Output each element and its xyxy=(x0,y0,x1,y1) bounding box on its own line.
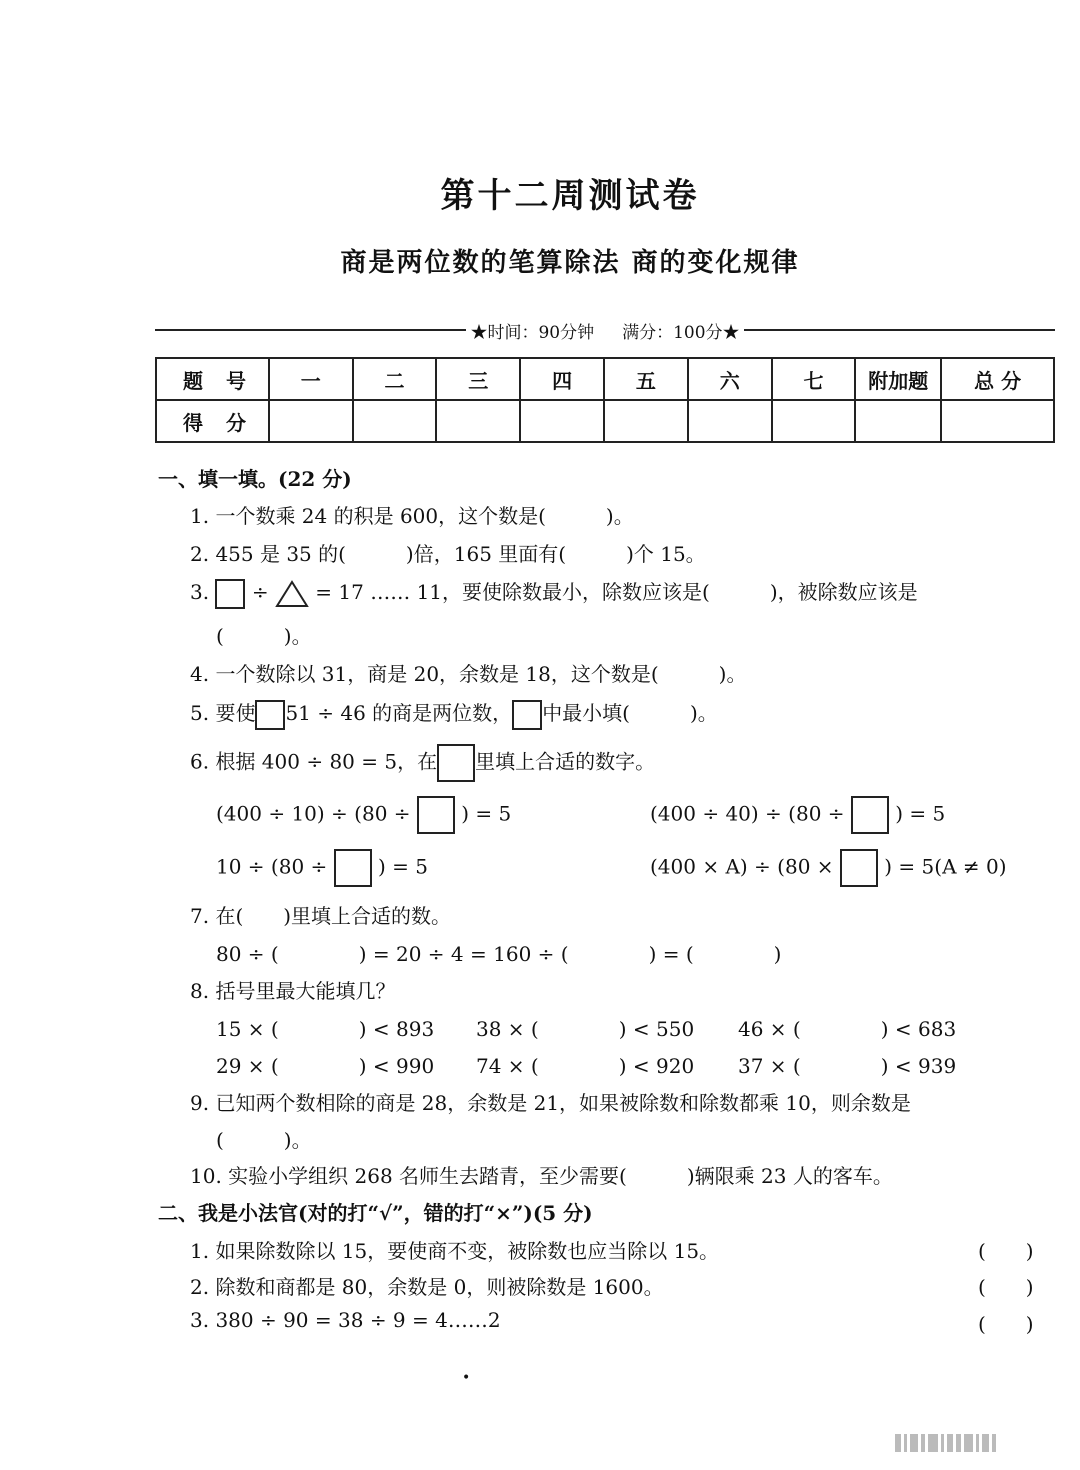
square-box-icon xyxy=(255,700,285,730)
score-value-row xyxy=(156,400,1054,442)
square-box-icon xyxy=(334,849,372,887)
score-cell xyxy=(855,400,941,442)
expr-left: (400 × A) ÷ (80 × xyxy=(650,854,834,879)
score-cell xyxy=(941,400,1054,442)
scan-artifact-bars xyxy=(895,1432,1055,1454)
judge-item: 2. 除数和商都是 80，余数是 0，则被除数是 1600。 xyxy=(190,1275,664,1299)
expr-right: ) = 5 xyxy=(895,801,946,826)
square-box-icon xyxy=(851,796,889,834)
score-cell xyxy=(436,400,520,442)
section-2-heading: 二、我是小法官(对的打“√”，错的打“×”)(5 分) xyxy=(158,1201,593,1225)
question-3-continued: ( )。 xyxy=(216,624,312,648)
question-4: 4. 一个数除以 31，商是 20，余数是 18，这个数是( )。 xyxy=(190,662,747,686)
question-2: 2. 455 是 35 的( )倍，165 里面有( )个 15。 xyxy=(190,542,706,566)
page-subtitle: 商是两位数的笔算除法 商的变化规律 xyxy=(340,248,800,278)
score-table xyxy=(155,357,1055,443)
question-5-tail: 中最小填( )。 xyxy=(542,701,718,725)
judge-answer-paren: ( ) xyxy=(978,1312,1034,1336)
question-8-item: 38 × ( ) < 550 xyxy=(476,1017,695,1041)
question-1: 1. 一个数乘 24 的积是 600，这个数是( )。 xyxy=(190,504,634,528)
score-header-cell: 五 xyxy=(604,358,688,400)
question-9: 9. 已知两个数相除的商是 28，余数是 21，如果被除数和除数都乘 10，则余数是 xyxy=(190,1091,911,1115)
rule-line-left xyxy=(155,329,466,331)
judge-answer-paren: ( ) xyxy=(978,1275,1034,1299)
question-5 xyxy=(190,697,718,730)
rule-line-right xyxy=(744,329,1055,331)
score-header-row xyxy=(156,358,1054,400)
question-6 xyxy=(190,744,655,782)
question-6-expr-4 xyxy=(650,849,1007,887)
question-8-item: 15 × ( ) < 893 xyxy=(216,1017,435,1041)
square-box-icon xyxy=(417,796,455,834)
expr-left: 10 ÷ (80 ÷ xyxy=(216,854,328,879)
question-8-item: 29 × ( ) < 990 xyxy=(216,1054,435,1078)
score-cell xyxy=(520,400,604,442)
question-6-expr-1 xyxy=(216,796,511,834)
question-6-expr-2 xyxy=(650,796,945,834)
score-header-cell: 一 xyxy=(269,358,353,400)
question-6-expr-3 xyxy=(216,849,428,887)
score-header-cell: 四 xyxy=(520,358,604,400)
meta-rule xyxy=(155,318,1055,342)
score-row-label: 得 分 xyxy=(156,400,269,442)
judge-item: 3. 380 ÷ 90 = 38 ÷ 9 = 4……2 xyxy=(190,1308,501,1332)
page-title: 第十二周测试卷 xyxy=(440,176,700,216)
question-7-expr: 80 ÷ ( ) = 20 ÷ 4 = 160 ÷ ( ) = ( ) xyxy=(216,942,782,966)
meta-text xyxy=(466,318,743,343)
time-limit: ★时间：90分钟 xyxy=(470,322,595,343)
question-3-text: = 17 …… 11，要使除数最小，除数应该是( )，被除数应该是 xyxy=(315,580,918,604)
score-header-cell: 总 分 xyxy=(941,358,1054,400)
expr-right: ) = 5 xyxy=(461,801,512,826)
question-3-number: 3. xyxy=(190,580,210,604)
section-1-heading: 一、填一填。(22 分) xyxy=(158,467,352,491)
question-9-continued: ( )。 xyxy=(216,1128,312,1152)
square-box-icon xyxy=(840,849,878,887)
divide-sign: ÷ xyxy=(251,580,269,604)
score-header-cell: 附加题 xyxy=(855,358,941,400)
expr-left: (400 ÷ 10) ÷ (80 ÷ xyxy=(216,801,411,826)
question-5-lead: 5. 要使 xyxy=(190,701,256,725)
score-cell xyxy=(604,400,688,442)
question-8: 8. 括号里最大能填几？ xyxy=(190,979,396,1003)
score-header-cell: 二 xyxy=(353,358,437,400)
question-7: 7. 在( )里填上合适的数。 xyxy=(190,904,452,928)
triangle-icon xyxy=(275,580,309,608)
expr-right: ) = 5 xyxy=(378,854,429,879)
score-header-cell: 七 xyxy=(772,358,856,400)
score-cell xyxy=(772,400,856,442)
full-score: 满分：100分★ xyxy=(622,322,740,343)
score-header-cell: 三 xyxy=(436,358,520,400)
judge-answer-paren: ( ) xyxy=(978,1239,1034,1263)
score-header-cell: 题 号 xyxy=(156,358,269,400)
square-box-icon xyxy=(215,579,245,609)
square-box-icon xyxy=(512,700,542,730)
score-cell xyxy=(269,400,353,442)
scan-dot-mark: • xyxy=(462,1370,471,1386)
score-cell xyxy=(353,400,437,442)
score-header-cell: 六 xyxy=(688,358,772,400)
judge-item: 1. 如果除数除以 15，要使商不变，被除数也应当除以 15。 xyxy=(190,1239,720,1263)
question-6-tail: 里填上合适的数字。 xyxy=(475,749,656,774)
question-8-item: 37 × ( ) < 939 xyxy=(738,1054,957,1078)
question-10: 10. 实验小学组织 268 名师生去踏青，至少需要( )辆限乘 23 人的客车。 xyxy=(190,1164,893,1188)
question-8-item: 74 × ( ) < 920 xyxy=(476,1054,695,1078)
expr-right: ) = 5(A ≠ 0) xyxy=(884,854,1007,879)
score-cell xyxy=(688,400,772,442)
question-5-mid: 51 ÷ 46 的商是两位数， xyxy=(285,701,513,725)
expr-left: (400 ÷ 40) ÷ (80 ÷ xyxy=(650,801,845,826)
question-6-lead: 6. 根据 400 ÷ 80 = 5，在 xyxy=(190,749,438,774)
question-3 xyxy=(190,576,918,609)
square-box-icon xyxy=(437,744,475,782)
question-8-item: 46 × ( ) < 683 xyxy=(738,1017,957,1041)
